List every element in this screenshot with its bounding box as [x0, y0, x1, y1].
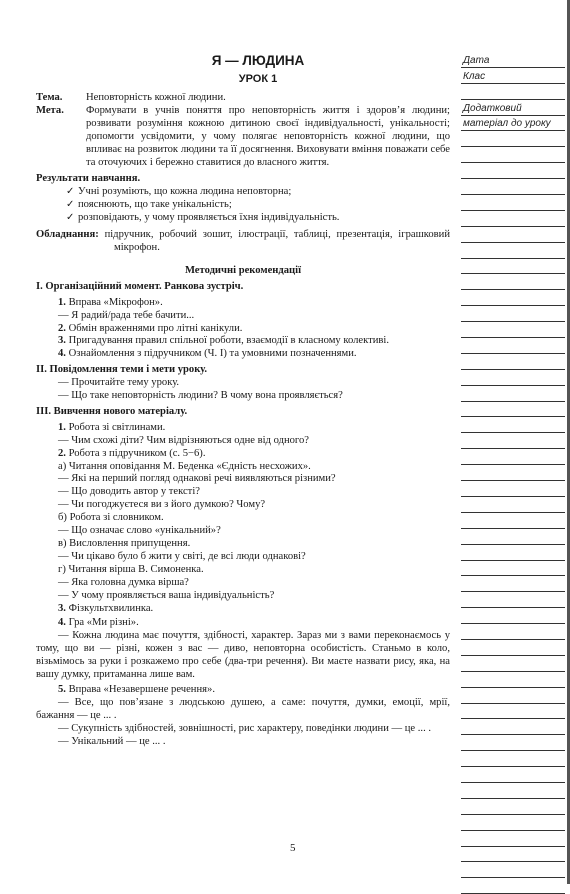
results-item: ✓ Учні розуміють, що кожна людина неповторна;: [36, 186, 450, 199]
list-item: в) Висловлення припущення.: [58, 538, 191, 549]
note-line: [461, 640, 565, 656]
list-item: б) Робота зі словником.: [58, 512, 164, 524]
note-line: [461, 799, 565, 815]
theme-text: Неповторність кожної людини.: [86, 92, 226, 103]
note-line: [461, 417, 565, 433]
page-title: Я — ЛЮДИНА: [211, 53, 305, 68]
paragraph: — Кожна людина має почуття, здібності, характер. Зараз ми з вами переконаємось у тому, що ви — різні, кожен з вас — диво, неповторна особистість. Станьмо в коло, візьмімось за руки і розкажемо про себе (два-три речення). Ви маєте назвати рису, яка, на вашу думку, притаманна лише вам.: [36, 630, 450, 681]
note-line: [461, 767, 565, 783]
note-line: [461, 704, 565, 720]
note-line: [461, 322, 565, 338]
theme-row: [36, 92, 450, 105]
goal-row: [36, 105, 450, 170]
note-line: [461, 274, 565, 290]
list-item: 3. Пригадування правил спільної роботи, взаємодії в класному колективі.: [58, 335, 389, 347]
extra-material-label: Додатковий: [461, 100, 565, 116]
list-item: 1. Робота зі світлинами.: [58, 421, 166, 433]
note-line: [461, 656, 565, 672]
results-item: ✓ пояснюють, що таке унікальність;: [36, 199, 450, 212]
list-item: 2. Робота з підручником (с. 5−6).: [58, 447, 206, 459]
note-line: [461, 195, 565, 211]
note-line: [461, 513, 565, 529]
extra-material-label-2: матеріал до уроку: [461, 116, 565, 132]
list-item: — Які на перший погляд однакові речі виявляються різними?: [58, 473, 336, 485]
list-item: г) Читання вірша В. Симоненка.: [58, 563, 204, 575]
note-line: [461, 243, 565, 259]
list-item: 5. Вправа «Незавершене речення».: [58, 683, 215, 695]
note-line: [461, 306, 565, 322]
note-line: [461, 719, 565, 735]
note-line: [461, 831, 565, 847]
list-item: — Я радий/рада тебе бачити...: [58, 309, 195, 321]
list-item: а) Читання оповідання М. Беденка «Єдність несхожих».: [58, 460, 311, 472]
note-line: [461, 624, 565, 640]
note-line: [461, 131, 565, 147]
list-item: 3. Фізкультхвилинка.: [58, 602, 154, 614]
theme-label: Тема.: [36, 92, 63, 103]
note-line: [461, 179, 565, 195]
list-item: — Прочитайте тему уроку.: [58, 377, 180, 389]
note-line: [461, 386, 565, 402]
main-content: [36, 52, 450, 749]
note-line: [461, 529, 565, 545]
list-item: — У чому проявляється ваша індивідуальність?: [58, 589, 275, 601]
note-line: [461, 147, 565, 163]
note-line: [461, 497, 565, 513]
section-2-title: ІІ. Повідомлення теми і мети уроку.: [36, 364, 208, 376]
note-line: [461, 259, 565, 275]
note-line: [461, 354, 565, 370]
list-item: — Чи цікаво було б жити у світі, де всі люди однакові?: [58, 550, 306, 562]
note-line: [461, 227, 565, 243]
list-item: 4. Гра «Ми різні».: [58, 617, 139, 629]
note-line: [461, 449, 565, 465]
goal-text: Формувати в учнів поняття про неповторність життя і здоров’я людини; розвивати розуміння кожною дитиною своєї індивідуальності, унікальності; допомогти усвідомити, у чому полягає неповторність кожної людини, що впливає на розвиток людини та її досягнення. Виховувати вміння поважати себе та оточуючих і бережно ставитися до власного життя.: [86, 104, 450, 168]
note-line: [461, 751, 565, 767]
note-line: [461, 561, 565, 577]
note-line: [461, 545, 565, 561]
note-line: [461, 847, 565, 863]
note-line: [461, 370, 565, 386]
paragraph: — Все, що пов’язане з людською душею, а саме: почуття, думки, емоції, мрії, бажання — це ... .: [36, 696, 450, 721]
list-item: — Що доводить автор у тексті?: [58, 486, 200, 498]
equipment-row: [36, 229, 450, 255]
class-field: Клас: [461, 68, 565, 84]
note-line: [461, 592, 565, 608]
list-item: — Що означає слово «унікальний»?: [58, 525, 221, 537]
paragraph: — Сукупність здібностей, зовнішності, рис характеру, поведінки людини — це ... .: [58, 722, 432, 734]
sidebar-notes: [461, 52, 565, 894]
method-title: Методичні рекомендації: [184, 264, 302, 276]
list-item: 1. Вправа «Мікрофон».: [58, 296, 163, 308]
list-item: — Що таке неповторність людини? В чому вона проявляється?: [58, 390, 343, 402]
page-number: 5: [290, 842, 296, 854]
results-label: Результати навчання.: [36, 173, 141, 185]
note-line: [461, 481, 565, 497]
list-item: — Чи погоджуєтеся ви з його думкою? Чому?: [58, 499, 266, 511]
note-line: [461, 433, 565, 449]
list-item: 4. Ознайомлення з підручником (Ч. І) та умовними позначеннями.: [58, 348, 357, 360]
note-line: [461, 783, 565, 799]
note-line: [461, 290, 565, 306]
section-3-title: ІІІ. Вивчення нового матеріалу.: [36, 405, 188, 417]
list-item: 2. Обмін враженнями про літні канікули.: [58, 322, 243, 334]
note-line: [461, 688, 565, 704]
equipment-text: підручник, робочий зошит, ілюстрації, таблиці, презентація, іграшковий мікрофон.: [104, 229, 450, 253]
note-line: [461, 878, 565, 894]
note-line: [461, 402, 565, 418]
note-line: [461, 862, 565, 878]
note-line: [461, 465, 565, 481]
lesson-title: УРОК 1: [238, 73, 278, 85]
goal-label: Мета.: [36, 104, 64, 116]
note-line: [461, 735, 565, 751]
note-line: [461, 163, 565, 179]
paragraph: — Унікальний — це ... .: [58, 735, 166, 747]
note-line: [461, 576, 565, 592]
note-line: [461, 672, 565, 688]
list-item: — Чим схожі діти? Чим відрізняються одне від одного?: [58, 434, 310, 446]
list-item: — Яка головна думка вірша?: [58, 576, 189, 588]
note-line: [461, 608, 565, 624]
note-line: [461, 815, 565, 831]
equipment-label: Обладнання:: [36, 229, 99, 241]
note-line: [461, 338, 565, 354]
section-1-title: І. Організаційний момент. Ранкова зустріч.: [36, 280, 244, 292]
note-line: [461, 84, 565, 100]
note-line: [461, 211, 565, 227]
results-item: ✓ розповідають, у чому проявляється їхня індивідуальність.: [36, 212, 450, 225]
date-field: Дата: [461, 52, 565, 68]
